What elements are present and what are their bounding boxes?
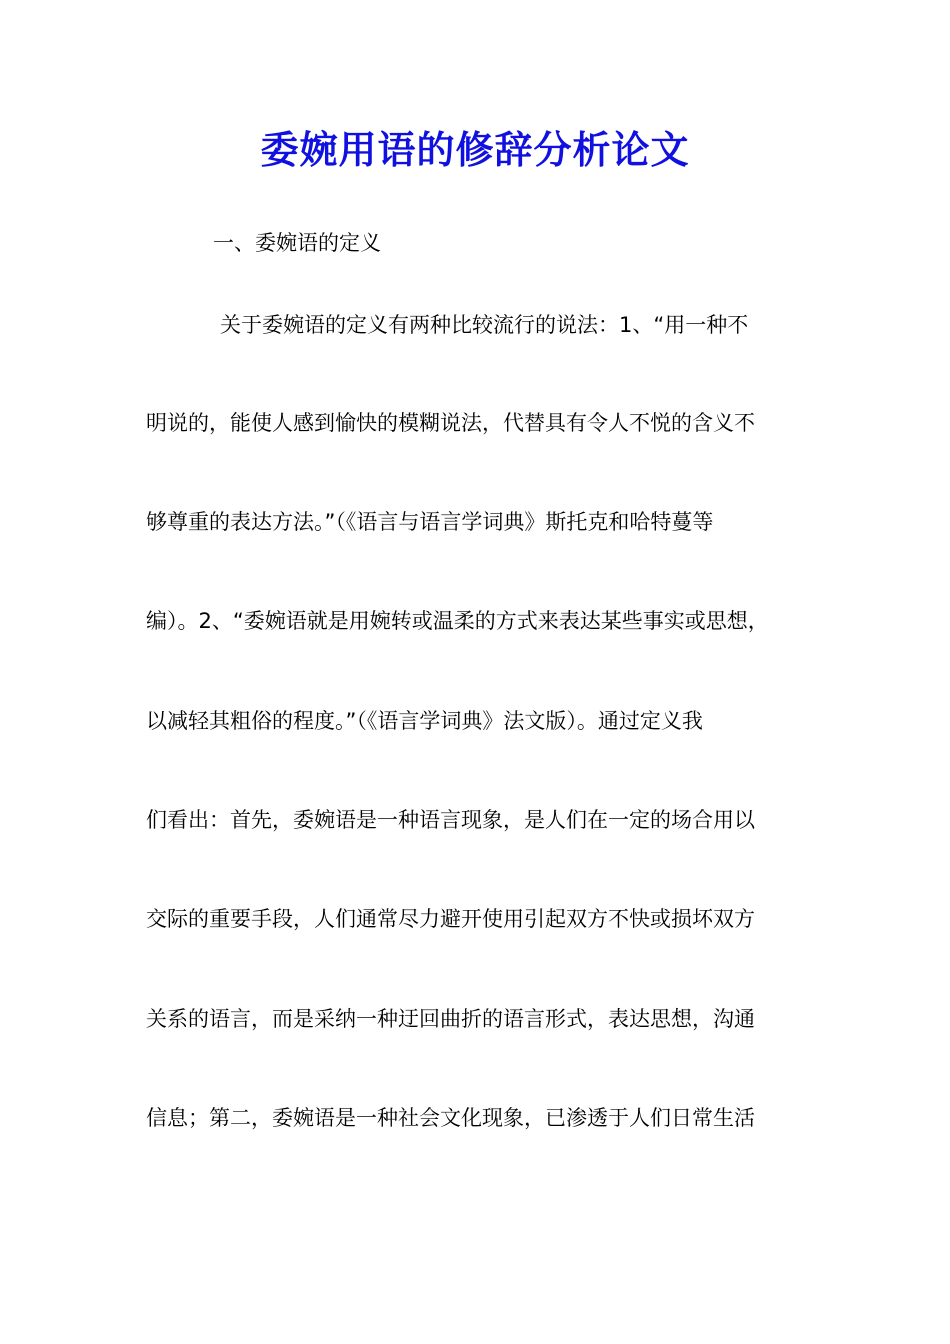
paragraph-line: 编）。2、“委婉语就是用婉转或温柔的方式来表达某些事实或思想，	[146, 609, 769, 633]
paragraph-line: 信息；第二，委婉语是一种社会文化现象，已渗透于人们日常生活	[146, 1106, 755, 1130]
paragraph-line: 以减轻其粗俗的程度。”（《语言学词典》法文版）。通过定义我	[146, 709, 703, 733]
paragraph-line: 明说的，能使人感到愉快的模糊说法，代替具有令人不悦的含义不	[146, 411, 755, 435]
paragraph-line: 关系的语言，而是采纳一种迂回曲折的语言形式，表达思想，沟通	[146, 1007, 755, 1031]
paragraph-line: 关于委婉语的定义有两种比较流行的说法：1、“用一种不	[220, 313, 749, 337]
paragraph-line: 们看出：首先，委婉语是一种语言现象，是人们在一定的场合用以	[146, 808, 755, 832]
paragraph-line: 交际的重要手段，人们通常尽力避开使用引起双方不快或损坏双方	[146, 907, 755, 931]
section-heading: 一、委婉语的定义	[213, 231, 381, 255]
document-title: 委婉用语的修辞分析论文	[260, 128, 690, 172]
paragraph-line: 够尊重的表达方法。”（《语言与语言学词典》斯托克和哈特蔓等	[146, 510, 714, 534]
